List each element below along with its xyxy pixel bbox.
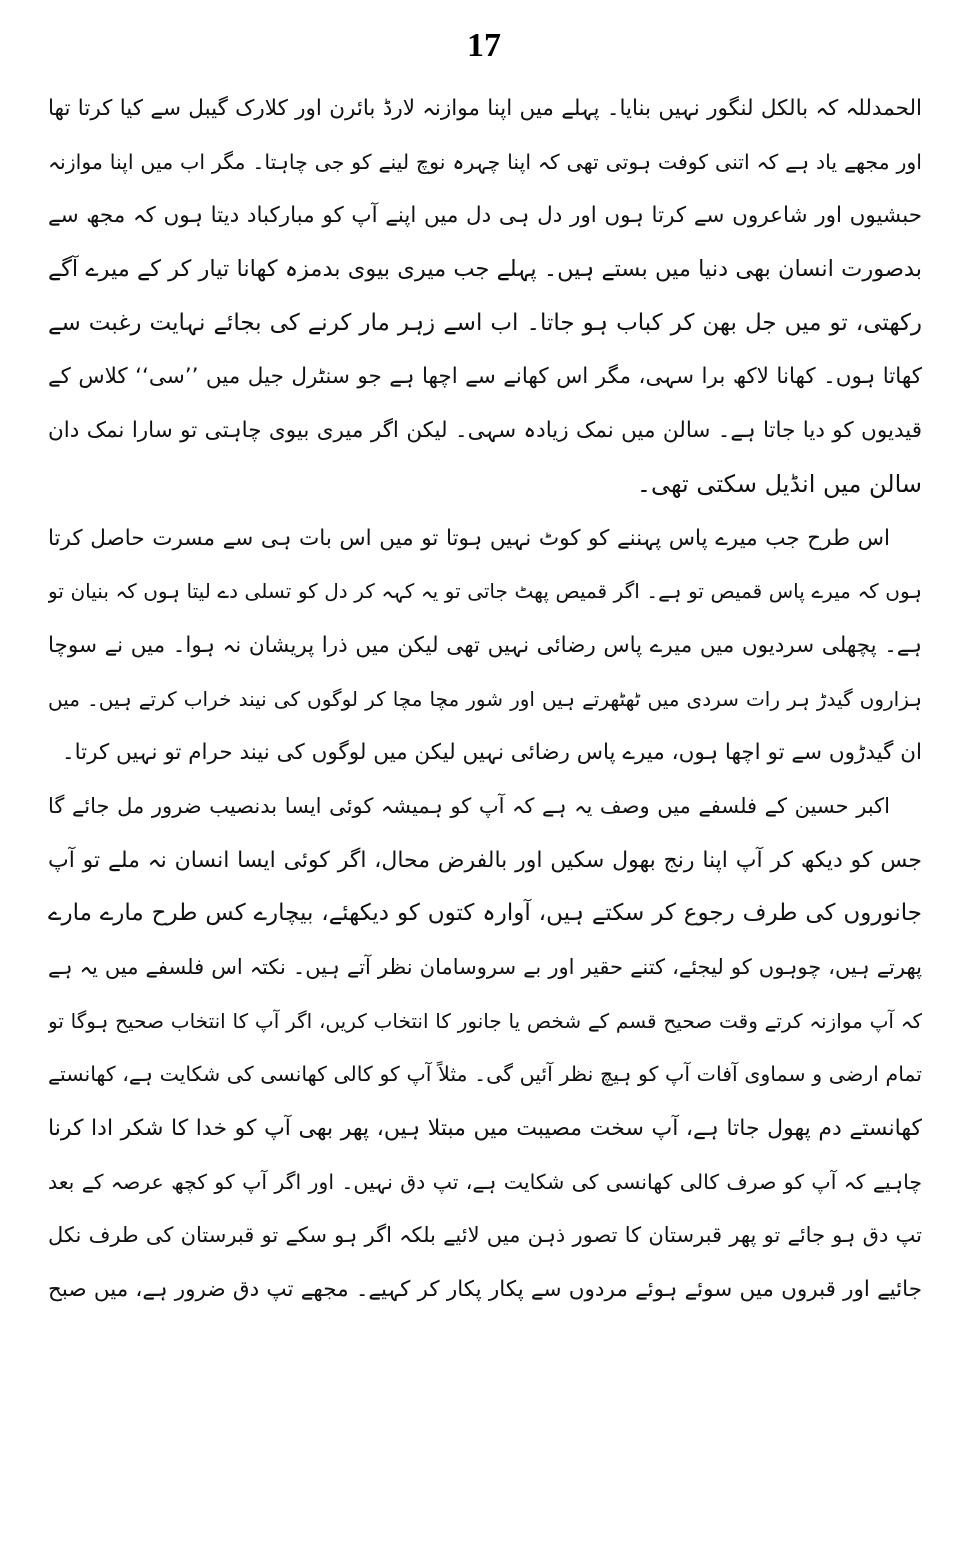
text-line: اور مجھے یاد ہے کہ اتنی کوفت ہوتی تھی کہ اپنا چہرہ نوچ لینے کو جی چاہتا۔ مگر اب میں اپنا موازنہ <box>48 149 922 174</box>
text-line: ہزاروں گیدڑ ہر رات سردی میں ٹھٹھرتے ہیں اور شور مچا مچا کر لوگوں کی نیند خراب کرتے ہیں۔ میں <box>48 686 922 711</box>
text-line: کھانستے دم پھول جاتا ہے، آپ سخت مصیبت میں مبتلا ہیں، پھر بھی آپ کو خدا کا شکر ادا کرنا <box>48 1116 922 1142</box>
text-line: جانوروں کی طرف رجوع کر سکتے ہیں، آوارہ کتوں کو دیکھئے، بیچارے کس طرح مارے مارے <box>48 900 922 927</box>
text-line: ہوں کہ میرے پاس قمیص تو ہے۔ اگر قمیص پھٹ جاتی تو یہ کہہ کر دل کو تسلی دے لیتا ہوں کہ بنیان تو <box>48 579 922 604</box>
text-line: پھرتے ہیں، چوہوں کو لیجئے، کتنے حقیر اور بے سروسامان نظر آتے ہیں۔ نکتہ اس فلسفے میں یہ ہے <box>48 955 922 979</box>
text-line: بدصورت انسان بھی دنیا میں بستے ہیں۔ پہلے جب میری بیوی بدمزہ کھانا تیار کر کے میرے آگے <box>48 256 922 283</box>
text-line: رکھتی، تو میں جل بھن کر کباب ہو جاتا۔ اب اسے زہر مار کرنے کی بجائے نہایت رغبت سے <box>48 309 922 336</box>
text-line: کھاتا ہوں۔ کھانا لاکھ برا سہی، مگر اس کھانے سے اچھا ہے جو سنٹرل جیل میں ’’سی‘‘ کلاس کے <box>48 364 922 390</box>
text-line: ان گیدڑوں سے تو اچھا ہوں، میرے پاس رضائی نہیں لیکن میں لوگوں کی نیند حرام تو نہیں کرتا۔ <box>61 740 922 766</box>
text-line: جس کو دیکھ کر آپ اپنا رنج بھول سکیں اور بالفرض محال، اگر کوئی ایسا انسان نہ ملے تو آپ <box>48 847 922 873</box>
text-line: جائیے اور قبروں میں سوئے ہوئے مردوں سے پکار پکار کر کہیے۔ مجھے تپ دق ضرور ہے، میں صبح <box>48 1277 922 1303</box>
text-line: تمام ارضی و سماوی آفات آپ کو ہیچ نظر آئیں گی۔ مثلاً آپ کو کالی کھانسی کی شکایت ہے، کھانستے <box>48 1062 922 1087</box>
text-line: سالن میں انڈیل سکتی تھی۔ <box>636 469 922 498</box>
text-line: تپ دق ہو جائے تو پھر قبرستان کا تصور ذہن میں لائیے بلکہ اگر ہو سکے تو قبرستان کی طرف نکل <box>48 1223 922 1248</box>
text-line: اس طرح جب میرے پاس پہننے کو کوٹ نہیں ہوتا تو میں اس بات ہی سے مسرت حاصل کرتا <box>48 525 890 551</box>
text-line: حبشیوں اور شاعروں سے کرتا ہوں اور دل ہی دل میں اپنے آپ کو مبارکباد دیتا ہوں کہ مجھ سے <box>48 203 922 229</box>
text-line: الحمدللہ کہ بالکل لنگور نہیں بنایا۔ پہلے میں اپنا موازنہ لارڈ بائرن اور کلارک گیبل سے کیا کرتا تھا <box>48 96 922 121</box>
text-line: چاہیے کہ آپ کو صرف کالی کھانسی کی شکایت ہے، تپ دق نہیں۔ اور اگر آپ کو کچھ عرصہ کے بعد <box>48 1169 922 1194</box>
text-line: ہے۔ پچھلی سردیوں میں میرے پاس رضائی نہیں تھی لیکن میں ذرا پریشان نہ ہوا۔ میں نے سوچا <box>48 632 922 658</box>
page-number: 17 <box>467 27 501 64</box>
text-line: قیدیوں کو دیا جاتا ہے۔ سالن میں نمک زیادہ سہی۔ لیکن اگر میری بیوی چاہتی تو سارا نمک دان <box>48 418 922 444</box>
text-line: اکبر حسین کے فلسفے میں وصف یہ ہے کہ آپ کو ہمیشہ کوئی ایسا بدنصیب ضرور مل جائے گا <box>48 793 890 818</box>
body-text <box>48 82 922 1317</box>
text-line: کہ آپ موازنہ کرتے وقت صحیح قسم کے شخص یا جانور کا انتخاب کریں، اگر آپ کا انتخاب صحیح ہوگا تو <box>48 1008 922 1033</box>
